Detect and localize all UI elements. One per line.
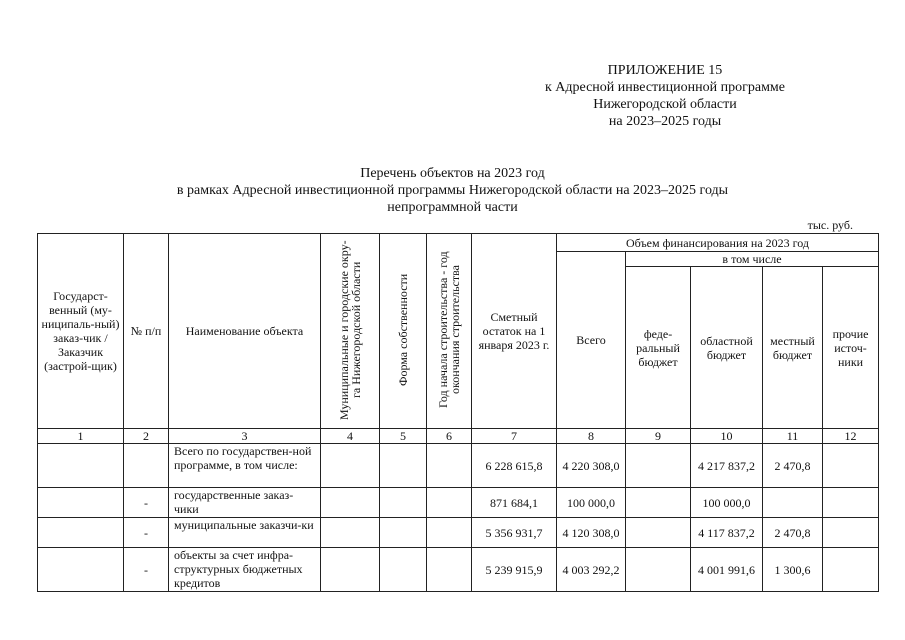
cell-total: 100 000,0 xyxy=(557,488,626,518)
units-label: тыс. руб. xyxy=(807,218,853,232)
cell-total: 4 120 308,0 xyxy=(557,518,626,548)
cell-object-name: объекты за счет инфра-структурных бюджетных кредитов xyxy=(169,548,321,592)
cell-local: 2 470,8 xyxy=(763,518,823,548)
header-years xyxy=(427,234,472,429)
cell-object-name: Всего по государствен-ной программе, в том числе: xyxy=(169,444,321,488)
column-number: 5 xyxy=(380,429,427,444)
title-line-1: Перечень объектов на 2023 год xyxy=(360,166,545,181)
cell-local: 2 470,8 xyxy=(763,444,823,488)
cell-other xyxy=(823,444,879,488)
header-municipality-text: Муниципальные и городские окру-га Нижегородской области xyxy=(337,239,363,420)
header-ownership xyxy=(380,234,427,429)
header-ownership-text: Форма собственности xyxy=(396,273,410,386)
cell-municipality xyxy=(321,488,380,518)
cell-npp: - xyxy=(124,518,169,548)
table-row xyxy=(38,488,879,518)
cell-regional: 100 000,0 xyxy=(691,488,763,518)
cell-ownership xyxy=(380,488,427,518)
column-number: 9 xyxy=(626,429,691,444)
cell-remaining: 5 239 915,9 xyxy=(472,548,557,592)
header-other: прочие источ-ники xyxy=(823,267,879,429)
column-number-row xyxy=(38,429,879,444)
appendix-line-4: на 2023–2025 годы xyxy=(608,114,722,129)
header-federal: феде-ральный бюджет xyxy=(626,267,691,429)
cell-federal xyxy=(626,548,691,592)
table-row xyxy=(38,548,879,592)
objects-table xyxy=(37,233,879,592)
header-including: в том числе xyxy=(626,252,879,267)
cell-years xyxy=(427,488,472,518)
appendix-line-2: к Адресной инвестиционной программе xyxy=(544,80,786,95)
column-number: 11 xyxy=(763,429,823,444)
appendix-header xyxy=(520,62,810,130)
cell-federal xyxy=(626,444,691,488)
cell-other xyxy=(823,548,879,592)
header-remaining: Сметный остаток на 1 января 2023 г. xyxy=(472,234,557,429)
cell-object-name: государственные заказ-чики xyxy=(169,488,321,518)
header-total: Всего xyxy=(557,252,626,429)
title-line-2: в рамках Адресной инвестиционной программы Нижегородской области на 2023–2025 годы xyxy=(176,183,729,198)
cell-municipality xyxy=(321,444,380,488)
column-number: 12 xyxy=(823,429,879,444)
column-number: 2 xyxy=(124,429,169,444)
header-regional: областной бюджет xyxy=(691,267,763,429)
column-number: 7 xyxy=(472,429,557,444)
cell-regional: 4 001 991,6 xyxy=(691,548,763,592)
cell-npp xyxy=(124,444,169,488)
cell-object-name: муниципальные заказчи-ки xyxy=(169,518,321,548)
cell-ownership xyxy=(380,444,427,488)
header-customer: Государст-венный (му-ниципаль-ный) заказ-чик / Заказчик (застрой-щик) xyxy=(38,234,124,429)
cell-customer xyxy=(38,518,124,548)
cell-customer xyxy=(38,548,124,592)
table-row xyxy=(38,518,879,548)
cell-npp: - xyxy=(124,488,169,518)
column-number: 8 xyxy=(557,429,626,444)
cell-regional: 4 217 837,2 xyxy=(691,444,763,488)
column-number: 3 xyxy=(169,429,321,444)
document-title xyxy=(90,165,815,216)
header-object-name: Наименование объекта xyxy=(169,234,321,429)
title-line-3: непрограммной части xyxy=(387,200,518,215)
header-years-text: Год начала строительства - год окончания строительства xyxy=(436,251,462,408)
header-funding-group: Объем финансирования на 2023 год xyxy=(557,234,879,252)
cell-customer xyxy=(38,488,124,518)
cell-local: 1 300,6 xyxy=(763,548,823,592)
cell-years xyxy=(427,548,472,592)
cell-years xyxy=(427,518,472,548)
cell-ownership xyxy=(380,518,427,548)
cell-customer xyxy=(38,444,124,488)
cell-regional: 4 117 837,2 xyxy=(691,518,763,548)
cell-total: 4 003 292,2 xyxy=(557,548,626,592)
cell-remaining: 6 228 615,8 xyxy=(472,444,557,488)
cell-other xyxy=(823,518,879,548)
cell-municipality xyxy=(321,518,380,548)
cell-local xyxy=(763,488,823,518)
cell-remaining: 5 356 931,7 xyxy=(472,518,557,548)
appendix-line-3: Нижегородской области xyxy=(593,97,737,112)
cell-remaining: 871 684,1 xyxy=(472,488,557,518)
header-local: местный бюджет xyxy=(763,267,823,429)
cell-municipality xyxy=(321,548,380,592)
cell-years xyxy=(427,444,472,488)
column-number: 4 xyxy=(321,429,380,444)
appendix-number: ПРИЛОЖЕНИЕ 15 xyxy=(607,63,723,78)
column-number: 10 xyxy=(691,429,763,444)
cell-federal xyxy=(626,488,691,518)
column-number: 1 xyxy=(38,429,124,444)
column-number: 6 xyxy=(427,429,472,444)
cell-federal xyxy=(626,518,691,548)
cell-total: 4 220 308,0 xyxy=(557,444,626,488)
header-municipality xyxy=(321,234,380,429)
cell-npp: - xyxy=(124,548,169,592)
table-row xyxy=(38,444,879,488)
cell-ownership xyxy=(380,548,427,592)
header-npp: № п/п xyxy=(124,234,169,429)
cell-other xyxy=(823,488,879,518)
